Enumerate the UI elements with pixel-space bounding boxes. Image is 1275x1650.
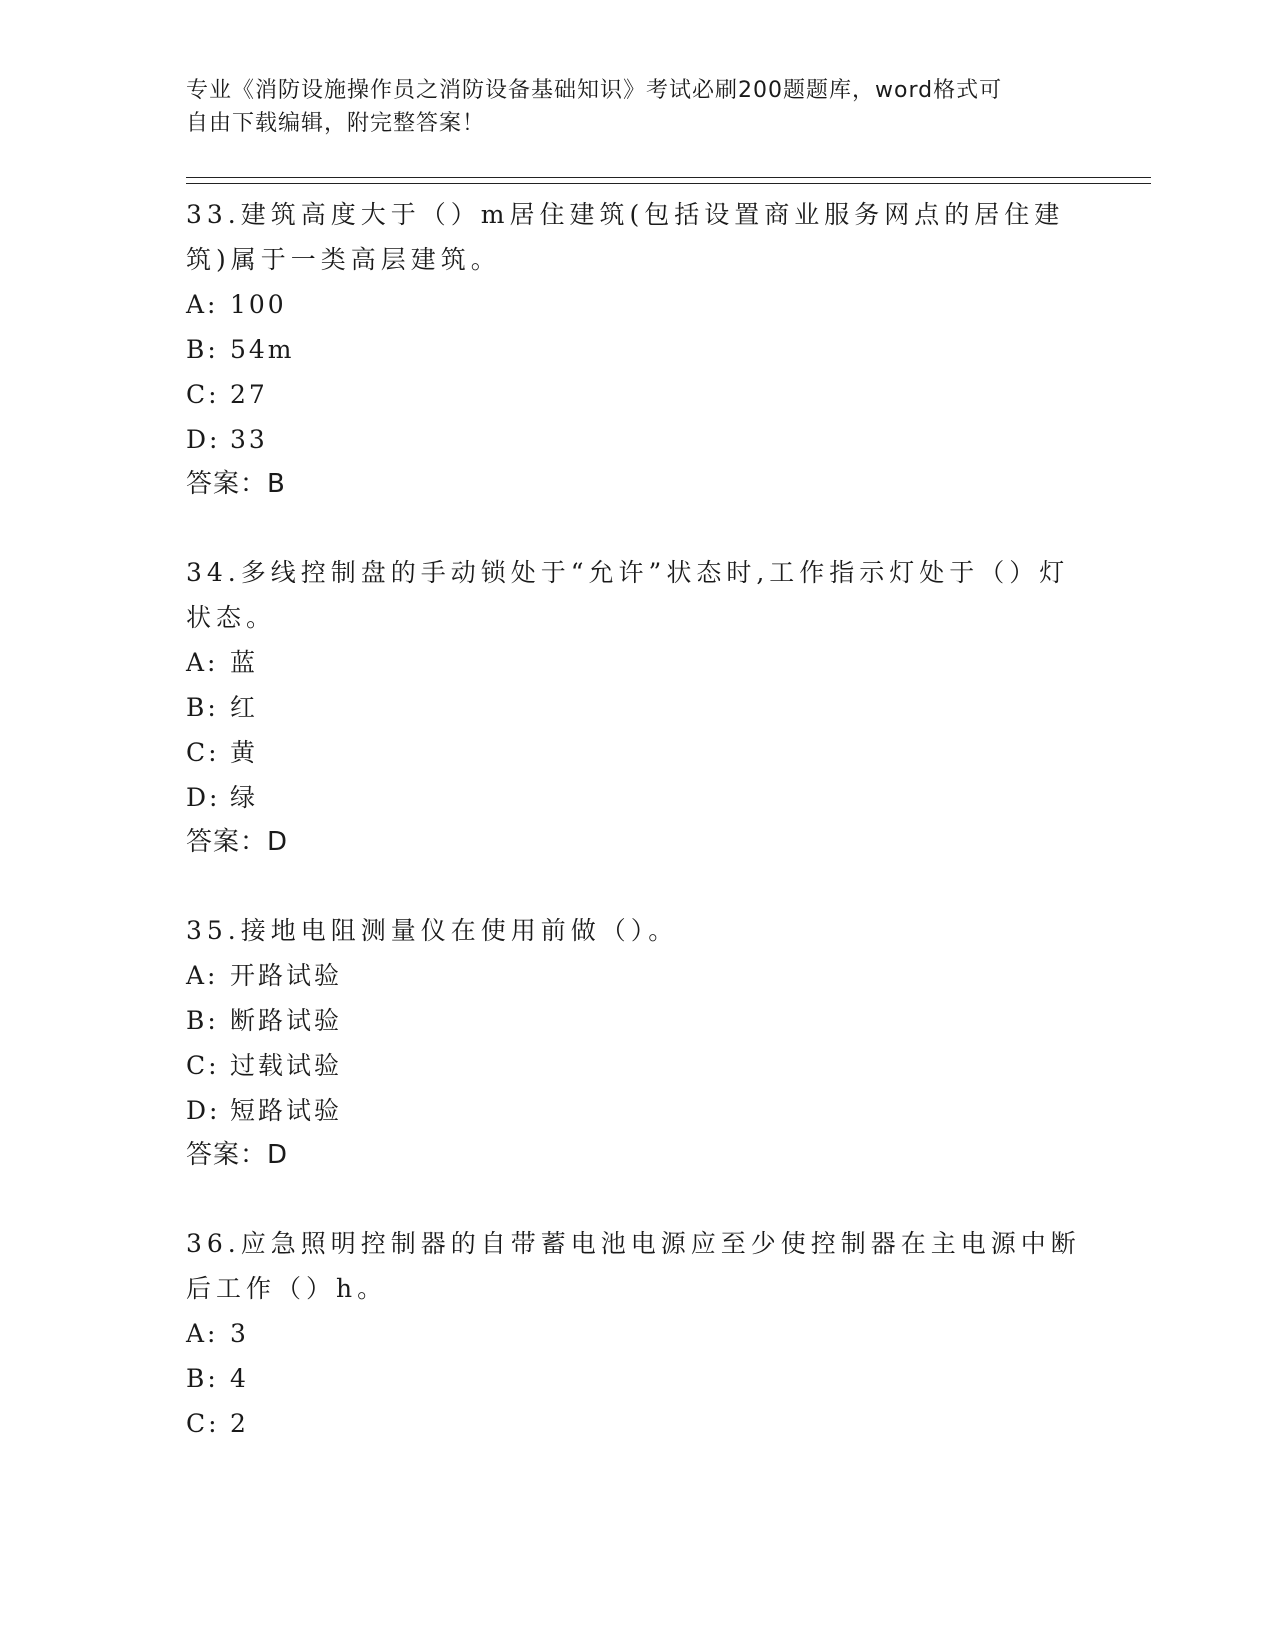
option-key: A: xyxy=(186,961,219,990)
question-stem: 34.多线控制盘的手动锁处于“允许”状态时,工作指示灯处于（）灯状态。 xyxy=(186,558,1070,632)
option-key: D: xyxy=(186,1096,221,1125)
option-key: B: xyxy=(186,1364,219,1393)
answer-line: 答案：D xyxy=(186,1140,289,1170)
option-text: 过载试验 xyxy=(230,1051,343,1080)
question-list xyxy=(186,192,1086,1490)
question-33 xyxy=(186,192,1086,506)
option-d xyxy=(186,1088,1086,1133)
option-key: A: xyxy=(186,648,219,677)
option-text: 33 xyxy=(230,425,268,454)
option-key: D: xyxy=(186,783,221,812)
option-text: 54m xyxy=(230,335,295,364)
option-text: 100 xyxy=(230,290,287,319)
document-header xyxy=(186,74,1086,140)
option-key: C: xyxy=(186,738,220,767)
answer-line: 答案：B xyxy=(186,469,286,499)
question-stem: 35.接地电阻测量仪在使用前做（）。 xyxy=(186,916,679,945)
option-key: A: xyxy=(186,290,219,319)
header-divider-top xyxy=(186,177,1151,178)
header-divider-bottom xyxy=(186,183,1151,184)
option-text: 绿 xyxy=(230,783,259,812)
option-key: C: xyxy=(186,380,220,409)
option-text: 黄 xyxy=(230,738,259,767)
header-line-1: 专业《消防设施操作员之消防设备基础知识》考试必刷200题题库，word格式可 xyxy=(186,78,1003,103)
option-text: 短路试验 xyxy=(230,1096,343,1125)
option-key: C: xyxy=(186,1051,220,1080)
question-35 xyxy=(186,908,1086,1177)
option-key: B: xyxy=(186,1006,219,1035)
question-34 xyxy=(186,550,1086,864)
option-b xyxy=(186,685,1086,730)
option-c xyxy=(186,730,1086,775)
option-key: A: xyxy=(186,1319,219,1348)
question-stem: 36.应急照明控制器的自带蓄电池电源应至少使控制器在主电源中断后工作（）h。 xyxy=(186,1229,1081,1303)
option-text: 2 xyxy=(230,1409,249,1438)
answer-line: 答案：D xyxy=(186,827,289,857)
option-b xyxy=(186,998,1086,1043)
option-key: B: xyxy=(186,335,219,364)
option-key: C: xyxy=(186,1409,220,1438)
question-stem: 33.建筑高度大于（）m居住建筑(包括设置商业服务网点的居住建筑)属于一类高层建筑。 xyxy=(186,200,1065,274)
option-text: 蓝 xyxy=(230,648,259,677)
question-36 xyxy=(186,1221,1086,1446)
option-a xyxy=(186,1311,1086,1356)
option-a xyxy=(186,640,1086,685)
option-a xyxy=(186,282,1086,327)
option-key: B: xyxy=(186,693,219,722)
option-b xyxy=(186,1356,1086,1401)
option-b xyxy=(186,327,1086,372)
option-text: 27 xyxy=(230,380,268,409)
option-key: D: xyxy=(186,425,221,454)
header-line-2: 自由下载编辑，附完整答案！ xyxy=(186,111,486,136)
option-d xyxy=(186,775,1086,820)
option-text: 4 xyxy=(230,1364,249,1393)
option-d xyxy=(186,417,1086,462)
option-text: 3 xyxy=(230,1319,249,1348)
option-text: 断路试验 xyxy=(230,1006,343,1035)
option-c xyxy=(186,1401,1086,1446)
option-c xyxy=(186,372,1086,417)
option-text: 红 xyxy=(230,693,259,722)
option-c xyxy=(186,1043,1086,1088)
option-a xyxy=(186,953,1086,998)
option-text: 开路试验 xyxy=(230,961,343,990)
